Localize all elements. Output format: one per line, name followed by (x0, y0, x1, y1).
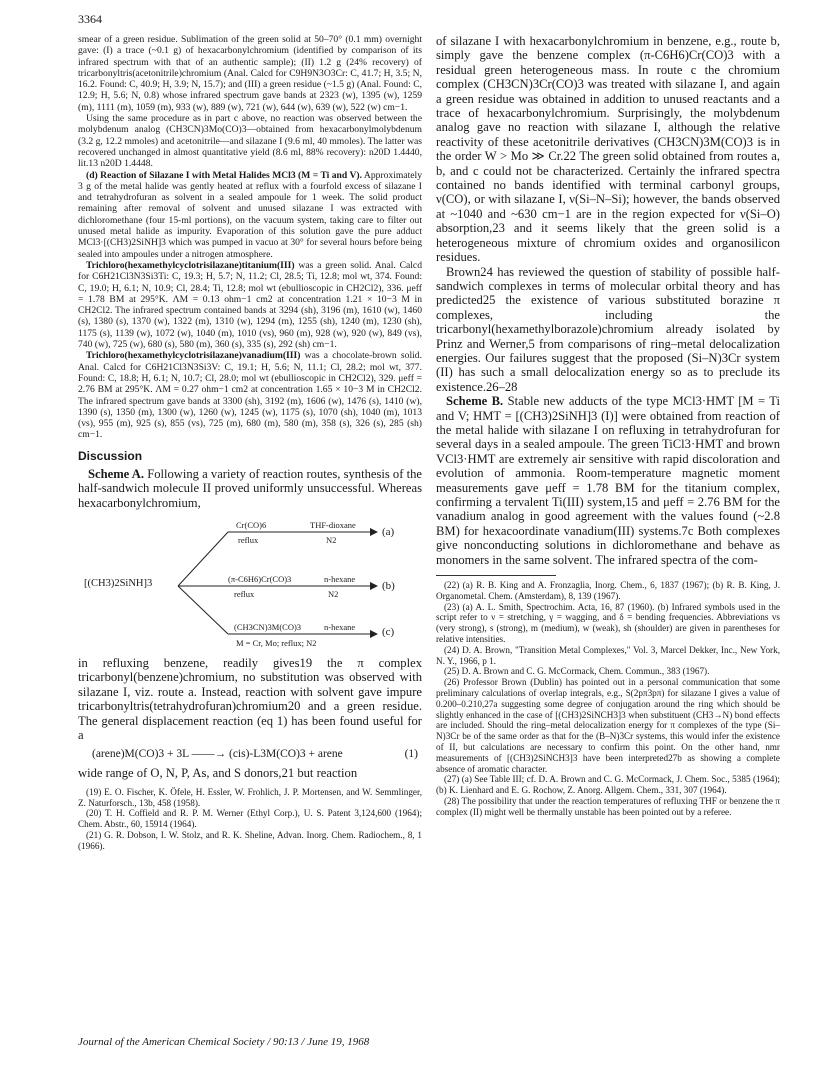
footnote-divider (436, 575, 556, 576)
route-c-solvent: n-hexane (324, 621, 356, 632)
route-b-reagent: (π-C6H6)Cr(CO)3 (228, 573, 292, 584)
route-a-reagent: Cr(CO)6 (236, 519, 267, 530)
reaction-scheme-diagram (78, 514, 422, 654)
footnote: (24) D. A. Brown, "Transition Metal Complexes," Vol. 3, Marcel Dekker, Inc., New York, N. Y., 1966, p 1. (436, 644, 780, 666)
route-a-condition: reflux (238, 534, 259, 545)
paragraph-vanadium: Trichloro(hexamethylcyclotrisilazane)vanadium(III) was a chocolate-brown solid. Anal. Calcd for C6H21Cl3N3Si3V: C, 19.1; H, 5.6; N, 11.1; Cl, 28.2; mol wt, 377. Found: C, 18.8; H, 6.1; N, 10.7; Cl, 28.0; mol wt (ebullioscopic in CH2Cl2), 329. μeff = 2.76 BM at 295°K. ΛM = 0.27 ohm−1 cm2 at concentration 1.65 × 10−3 M in CH2Cl2. The infrared spectrum gave bands at 3300 (sh), 3192 (m), 1606 (w), 1476 (s), 1410 (w), 1390 (s), 1350 (m), 1300 (w), 1260 (w), 1245 (w), 1175 (s), 1070 (sh), 1040 (m), 1013 (vs), 955 (m), 925 (s), 855 (vs), 725 (m), 680 (m), 580 (m), 358 (s), 326 (s), 285 (sh) cm−1. (78, 350, 422, 441)
footnote: (26) Professor Brown (Dublin) has pointed out in a personal communication that some preliminary calculations of overlap integrals, e.g., S(2pπ3pπ) for silazane I gives a value of 0.200–0.210,27a suggesting some degree of conjugation around the ring which should be slightly enhanced in the case of [(CH3)2SiNCH3]3 when substituent (CH3→N) bond effects are included. Should the ring–metal delocalization energy for π complexes of the type (Si–N)3Cr be of the same order as that for the (B–N)3Cr systems, this would infer the existence of II, but calculations are necessary to confirm this point. On the other hand, nmr measurements of [(CH3)2SiNCH3]3 have been interpreted27b as showing a complete absence of aromatic character. (436, 677, 780, 774)
paragraph-metal-halides: (d) Reaction of Silazane I with Metal Halides MCl3 (M = Ti and V). Approximately 3 g of the metal halide was gently heated at reflux with a fourfold excess of silazane I and tetrahydrofuran as solvent in a sealed ampoule for 1 week. The solid product remaining after removal of solvent and unused silazane I was extracted with dichloromethane (four 15-ml portions), on the vacuum system, taking care to filter out unused metal halide as impurity. Evaporation of this solution gave the pure adduct MCl3·[(CH3)2SiNH]3 which was pumped in vacuo at 30° for several hours before being sealed into ampoules under a nitrogen atmosphere. (78, 169, 423, 260)
experimental-text (78, 34, 422, 441)
footnote: (25) D. A. Brown and C. G. McCormack, Chem. Commun., 383 (1967). (444, 666, 710, 677)
compound-heading-vanadium: Trichloro(hexamethylcyclotrisilazane)vanadium(III) (86, 350, 301, 362)
route-b-solvent: n-hexane (324, 573, 356, 584)
footnote: (19) E. O. Fischer, K. Öfele, H. Essler, W. Frohlich, J. P. Mortensen, and W. Semmlinger, Z. Naturforsch., 13b, 458 (1958). (78, 786, 422, 808)
journal-footer: Journal of the American Chemical Society / 90:13 / June 19, 1968 (78, 1036, 370, 1048)
footnotes-right (436, 580, 780, 818)
footnote: (28) The possibility that under the reaction temperatures of refluxing THF or benzene the π complex (II) might well be thermally unstable has been pointed out by a referee. (436, 795, 780, 817)
equation-number: (1) (404, 748, 418, 761)
route-c-reagent: (CH3CN)3M(CO)3 (234, 621, 302, 632)
footnote: (27) (a) See Table III; cf. D. A. Brown and C. G. McCormack, J. Chem. Soc., 5385 (1964); (b) K. Lienhard and E. G. Rochow, Z. Anorg. Allgem. Chem., 331, 307 (1964). (436, 774, 780, 796)
paragraph-route-b: of silazane I with hexacarbonylchromium in benzene, e.g., route b, simply gave the benzene complex (π-C6H6)Cr(CO)3 with a residual green heterogeneous mass. In route c the chromium complex (CH3CN)3Cr(CO)3 was treated with silazane I, and again a green residue was obtained in addition to unused reactants and a trace of hexacarbonylchromium. Surprisingly, the molybdenum analog gave no reaction with silazane I, although the relative reactivity of these acetonitrile derivatives (CH3CN)3M(CO)3 is in the order W > Mo ≫ Cr.22 The green solid obtained from routes a, b, and c could not be characterized. Certainly the infrared spectra contained no bands identified with terminal carbonyl groups, ν(CO), or with silazane I, ν(Si–N–Si); however, the bands observed at ~1040 and ~630 cm−1 are in the region expected for ν(Si–O) absorption,23 and it seems likely that the green solid is a heterogeneous mixture of chromium oxides and organosilicon residues. (436, 34, 780, 265)
route-a-atmosphere: N2 (326, 534, 337, 545)
paragraph-after-scheme: in refluxing benzene, readily gives19 the π complex tricarbonyl(benzene)chromium, no substitution was observed with silazane I, viz. route a. Instead, reaction with solvent gave impure tricarbonyltris(tetrahydrofuran)chromium20 and a green residue. The general displacement reaction (eq 1) has been found useful for a (78, 655, 422, 742)
paragraph-scheme-a: Scheme A. Following a variety of reaction routes, synthesis of the half-sandwich molecule II proved uniformly unsuccessful. Whereas hexacarbonylchromium, (78, 466, 422, 510)
scheme-a-heading: Scheme A. (88, 466, 144, 481)
footnote: (23) (a) A. L. Smith, Spectrochim. Acta, 16, 87 (1960). (b) Infrared symbols used in the script refer to ν = stretching, γ = wagging, and δ = bending frequencies. Abbreviations vs (very strong), s (strong), m (medium), w (weak), sh (shoulder) are given in parentheses for relative intensities. (436, 601, 780, 645)
footnotes-left (78, 787, 422, 852)
paragraph-after-equation: wide range of O, N, P, As, and S donors,21 but reaction (78, 766, 358, 781)
route-c-label: (c) (382, 625, 395, 638)
route-b-label: (b) (382, 579, 395, 592)
scheme-reactant: [(CH3)2SiNH]3 (84, 577, 153, 589)
right-column (436, 34, 780, 818)
left-column (78, 34, 422, 852)
subsection-heading-d: (d) Reaction of Silazane I with Metal Halides MCl3 (M = Ti and V). (86, 169, 363, 181)
compound-heading-titanium: Trichloro(hexamethylcyclotrisilazane)titanium(III) (86, 259, 295, 271)
equation-1 (92, 748, 422, 760)
scheme-b-heading: Scheme B. (446, 394, 504, 409)
paragraph-brown: Brown24 has reviewed the question of stability of possible half-sandwich complexes in terms of molecular orbital theory and has predicted25 the existence of various substituted borazine π complexes, including the tricarbonyl(hexamethylborazole)chromium already isolated by Prinz and Werner,5 from comparisons of ring–metal delocalization energies. Our failures suggest that the proposed (Si–N)3Cr system (II) has such a small delocalization energy so as to preclude its existence.26–28 (436, 264, 780, 394)
footnote: (20) T. H. Coffield and R. P. M. Werner (Ethyl Corp.), U. S. Patent 3,124,600 (1964); Chem. Abstr., 60, 15914 (1964). (78, 808, 422, 830)
paragraph-molybdenum: Using the same procedure as in part c above, no reaction was observed between the molybdenum analog (CH3CN)3Mo(CO)3—obtained from hexacarbonylmolybdenum (3.2 g, 12.2 mmoles) and acetonitrile—and silazane I (9.6 ml, 40 mmoles). The latter was recovered unchanged in almost quantitative yield (8.6 ml, 88% recovery): n20D 1.4440, lit.13 n20D 1.4448. (78, 113, 422, 170)
footnote: (21) G. R. Dobson, I. W. Stolz, and R. K. Sheline, Advan. Inorg. Chem. Radiochem., 8, 1 (1966). (78, 829, 422, 851)
route-a-solvent: THF-dioxane (310, 519, 356, 530)
page-number: 3364 (78, 12, 102, 26)
right-body-text (436, 34, 780, 567)
route-b-atmosphere: N2 (328, 588, 339, 599)
route-a-label: (a) (382, 525, 395, 538)
route-b-condition: reflux (234, 588, 255, 599)
discussion-text (78, 467, 422, 510)
route-c-condition: M = Cr, Mo; reflux; N2 (236, 637, 317, 648)
footnote: (22) (a) R. B. King and A. Fronzaglia, Inorg. Chem., 6, 1837 (1967); (b) R. B. King, J. Organometal. Chem. (Amsterdam), 8, 139 (1967). (436, 580, 780, 601)
paragraph-titanium: Trichloro(hexamethylcyclotrisilazane)titanium(III) was a green solid. Anal. Calcd for C6H21Cl3N3Si3Ti: C, 19.3; H, 5.7; N, 11.2; Cl, 28.5; Ti, 12.8; mol wt, 374. Found: C, 19.0; H, 6.1; N, 10.9; Cl, 28.4; Ti, 12.8; mol wt (ebullioscopic in CH2Cl2), 336. μeff = 1.78 BM at 295°K. ΛM = 0.13 ohm−1 cm2 at concentration 1.21 × 10−3 M in CH2Cl2. The infrared spectrum contained bands at 3294 (sh), 3196 (m), 1610 (w), 1460 (s), 1380 (s), 1370 (w), 1322 (m), 1310 (w), 1294 (m), 1255 (sh), 1240 (m), 1230 (sh), 1175 (s), 1139 (w), 1072 (w), 1040 (m), 1010 (vs), 960 (m), 928 (w), 920 (w), 849 (vs), 740 (w), 725 (w), 680 (s), 580 (m), 360 (s), 335 (s), 292 (sh) cm−1. (78, 259, 422, 351)
equation-text: (arene)M(CO)3 + 3L ——→ (cis)-L3M(CO)3 + arene (92, 748, 343, 761)
discussion-continued (78, 656, 422, 742)
paragraph-sublimation: smear of a green residue. Sublimation of the green solid at 50–70° (0.1 mm) overnight gave: (I) a trace (~0.1 g) of hexacarbonylchromium (identified by comparison of its infrared spectrum with that of an authentic sample); (II) 1.2 g (24% recovery) of tricarbonyltris(acetonitrile)chromium (Anal. Calcd for C9H9N3O3Cr: C, 41.7; H, 3.5; N, 16.2. Found: C, 40.9; H, 3.9; N, 15.7); and (III) a green residue (~1.5 g) (Anal. Found: C, 12.9; H, 5.6; N, 0.8) whose infrared spectrum gave bands at 2323 (w), 1395 (w), 1259 (m), 1111 (m), 1059 (m), 933 (w), 889 (w), 721 (w), 644 (w), 639 (w), 522 (w) cm−1. (78, 34, 422, 113)
section-heading-discussion: Discussion (78, 448, 143, 463)
paragraph-scheme-b: Scheme B. Stable new adducts of the type MCl3·HMT [M = Ti and V; HMT = [(CH3)2SiNH]3 (I)] were obtained from reaction of the metal halide with silazane I on refluxing in tetrahydrofuran for several days in a sealed ampoule. The green TiCl3·HMT and brown VCl3·HMT are extremely air sensitive with rapid discoloration and evolution of ammonia. Room-temperature magnetic moment measurements gave μeff = 1.78 BM for the titanium complex, confirming a tervalent Ti(III) system,15 and μeff = 2.76 BM for the vanadium analog in good agreement with the values found (~2.8 BM) for hexacoordinate vanadium(III) systems.7c Both complexes give nonconducting solutions in dichloromethane and behave as monomers in the same solvent. The infrared spectra of the com- (436, 394, 781, 567)
